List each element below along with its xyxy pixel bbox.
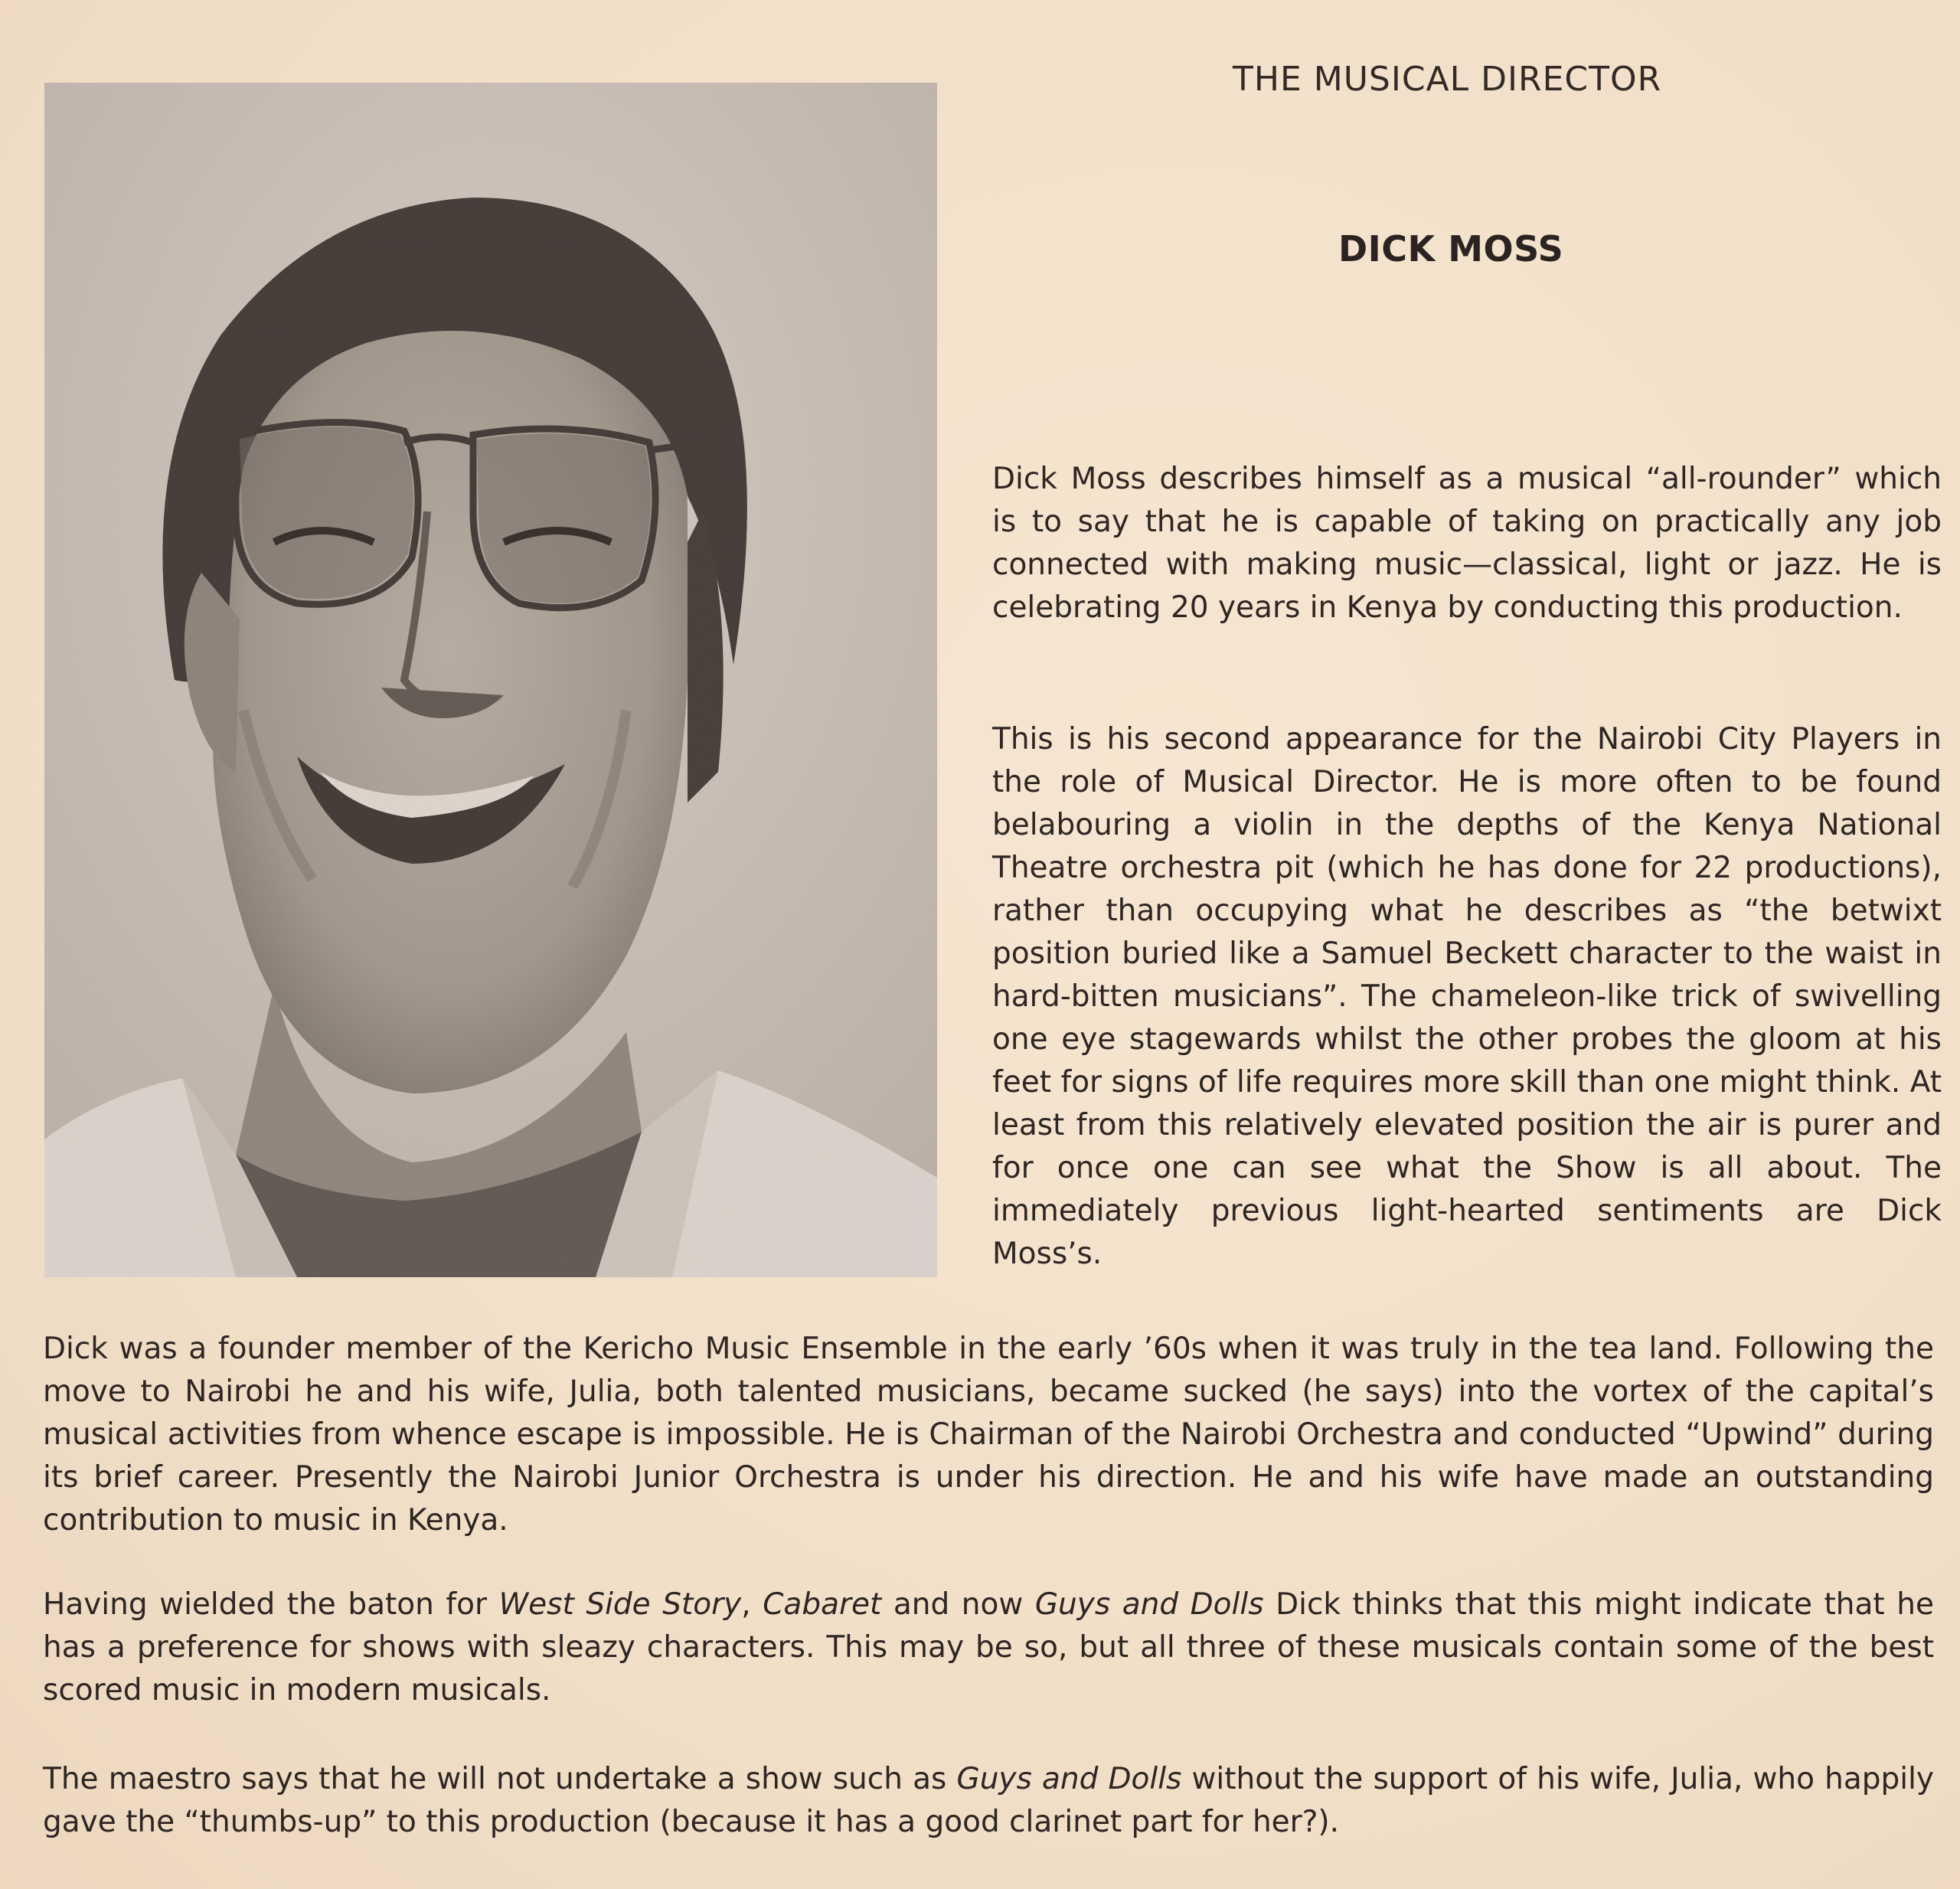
paragraph-text: The maestro says that he will not undertake a show such as bbox=[43, 1762, 957, 1796]
bio-paragraph-1: Dick Moss describes himself as a musical “all-rounder” which is to say that he is capable of taking on practically any job connected with making music—classical, light or jazz. He is celebrating 20 years in Kenya by conducting this production. bbox=[992, 462, 1942, 625]
person-name: DICK MOSS bbox=[1338, 228, 1564, 270]
bio-paragraph-3: Dick was a founder member of the Kericho Music Ensemble in the early ’60s when it was truly in the tea land. Following the move to Nairobi he and his wife, Julia, both talented musicians, became sucked (he says) into the vortex of the capital’s musical activities from whence escape is impossible. He is Chairman of the Nairobi Orchestra and conducted “Upwind” during its brief career. Presently the Nairobi Junior Orchestra is under his direction. He and his wife have made an outstanding contribution to music in Kenya. bbox=[43, 1332, 1934, 1538]
show-title-west-side-story: West Side Story bbox=[498, 1587, 742, 1622]
paragraph-text: without the support of his wife, Julia, who happily gave the “thumbs-up” to this production (because it has a good clarinet part for her?). bbox=[43, 1762, 1934, 1839]
section-heading: THE MUSICAL DIRECTOR bbox=[1233, 60, 1662, 99]
portrait-photo bbox=[44, 83, 937, 1277]
bio-paragraph-4 bbox=[43, 1583, 1934, 1712]
paragraph-text: Dick thinks that this might indicate that he has a preference for shows with sleazy characters. This may be so, but all three of these musicals contain some of the best scored music in modern musicals. bbox=[43, 1587, 1934, 1708]
paragraph-text: Having wielded the baton for bbox=[43, 1587, 499, 1622]
bio-paragraph-2: This is his second appearance for the Nairobi City Players in the role of Musical Director. He is more often to be found belabouring a violin in the depths of the Kenya National Theatre orchestra pit (which he has done for 22 productions), rather than occupying what he describes as “the betwixt position buried like a Samuel Beckett character to the waist in hard-bitten musicians”. The chameleon-like trick of swivelling one eye stagewards whilst the other probes the gloom at his feet for signs of life requires more skill than one might think. At least from this relatively elevated position the air is purer and for once one can see what the Show is all about. The immediately previous light-hearted sentiments are Dick Moss’s. bbox=[992, 722, 1942, 1271]
bio-paragraph-5 bbox=[43, 1758, 1934, 1844]
show-title-guys-and-dolls: Guys and Dolls bbox=[1034, 1587, 1264, 1622]
paragraph-text: , bbox=[741, 1587, 763, 1622]
show-title-guys-and-dolls: Guys and Dolls bbox=[956, 1762, 1182, 1796]
show-title-cabaret: Cabaret bbox=[763, 1587, 882, 1622]
paragraph-text: and now bbox=[881, 1587, 1035, 1622]
